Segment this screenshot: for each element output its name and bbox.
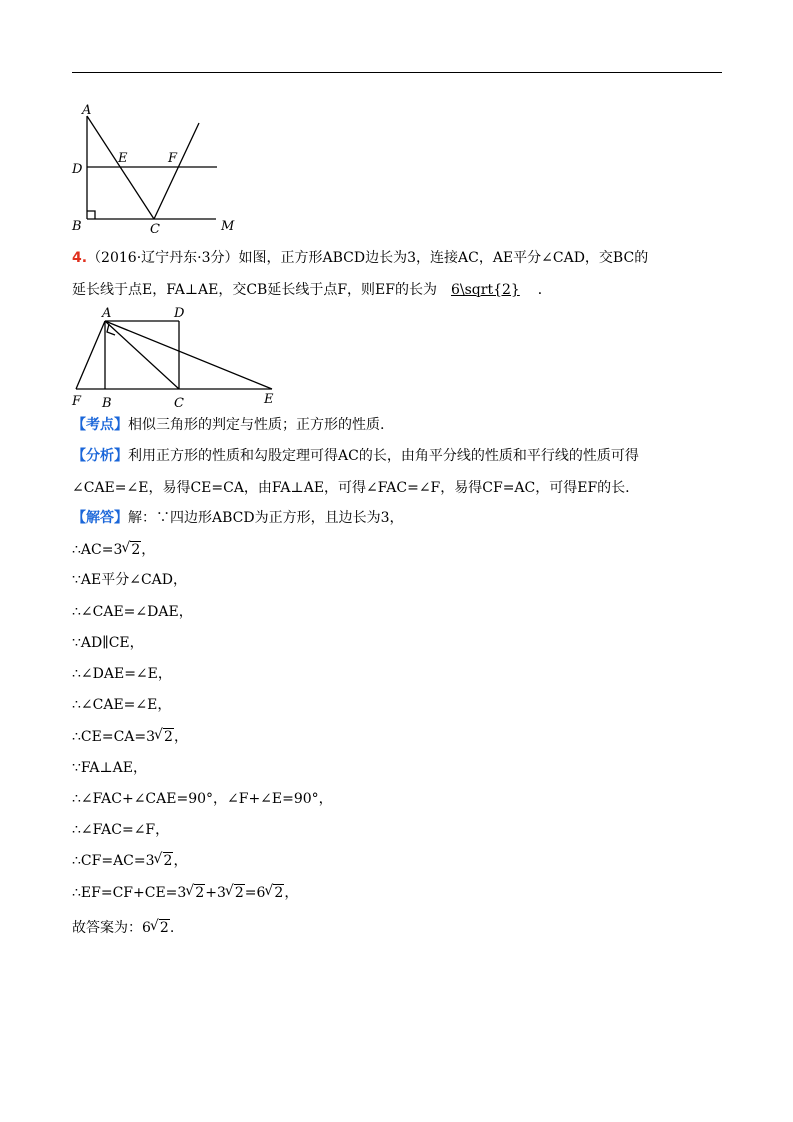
question-number: 4.	[72, 250, 88, 266]
kaodian-text: 相似三角形的判定与性质；正方形的性质.	[128, 417, 385, 433]
fig1-label-b: B	[72, 219, 82, 234]
step-8: ∵FA⊥AE，	[72, 760, 148, 776]
step-3: ∴∠CAE=∠DAE，	[72, 604, 193, 620]
fig2-label-a: A	[102, 306, 112, 321]
step-12	[72, 883, 298, 903]
sqrt-symbol	[151, 918, 170, 938]
fig1-label-m: M	[221, 219, 235, 234]
figure-2	[68, 303, 288, 411]
step-12-end: ，	[284, 885, 299, 901]
step-11-text: ∴CF=AC=3	[72, 853, 155, 869]
step-12-text-b: +3	[205, 885, 226, 901]
jieda-intro: 解：∵四边形ABCD为正方形，且边长为3，	[128, 510, 404, 526]
step-1	[72, 540, 155, 560]
fig1-label-f: F	[168, 151, 178, 166]
fig2-label-e: E	[264, 392, 274, 407]
step-7	[72, 727, 188, 747]
radicand: 2	[131, 542, 141, 558]
sqrt-symbol	[265, 883, 284, 903]
radicand: 2	[163, 853, 173, 869]
figure-1	[68, 100, 248, 235]
radicand: 2	[164, 729, 173, 745]
step-2: ∵AE平分∠CAD，	[72, 572, 188, 588]
fig2-segment-af	[76, 321, 105, 389]
fenxi-text-1: 利用正方形的性质和勾股定理可得AC的长，由角平分线的性质和平行线的性质可得	[128, 448, 639, 464]
fig1-ray-c	[154, 123, 199, 219]
radicand: 2	[159, 920, 169, 936]
header-rule	[72, 72, 722, 73]
fig1-label-c: C	[150, 222, 160, 235]
kaodian-line	[72, 415, 384, 435]
problem-text-1: （2016·辽宁丹东·3分）如图，正方形ABCD边长为3，连接AC，AE平分∠CAD，交BC的	[87, 250, 649, 266]
sqrt-symbol	[226, 883, 245, 903]
answer-blank: 6\sqrt{2}	[450, 282, 520, 298]
problem-text-2: 延长线于点E，FA⊥AE，交CB延长线于点F，则EF的长为	[72, 282, 437, 298]
fig1-right-angle-mark	[87, 211, 95, 219]
sqrt-symbol	[155, 851, 174, 871]
fig1-label-a: A	[82, 103, 92, 118]
problem-line-1	[72, 248, 648, 268]
fig2-label-f: F	[72, 394, 82, 409]
step-12-text-a: ∴EF=CF+CE=3	[72, 885, 187, 901]
step-12-text-c: =6	[244, 885, 266, 901]
step-1-text: ∴AC=3	[72, 542, 123, 558]
radicand: 2	[195, 885, 205, 901]
fenxi-tag: 【分析】	[72, 448, 128, 464]
fig2-segment-ac	[105, 321, 179, 389]
step-11	[72, 851, 187, 871]
radicand: 2	[234, 885, 244, 901]
sqrt-symbol	[155, 727, 174, 747]
fig2-label-d: D	[174, 306, 185, 321]
radicand: 2	[274, 885, 284, 901]
step-4: ∵AD∥CE，	[72, 635, 144, 651]
final-answer-end: .	[169, 920, 175, 936]
sqrt-symbol	[186, 883, 205, 903]
step-6: ∴∠CAE=∠E，	[72, 697, 172, 713]
fenxi-text-2: ∠CAE=∠E，易得CE=CA，由FA⊥AE，可得∠FAC=∠F，易得CF=AC，可得EF的长.	[72, 480, 630, 496]
fig1-label-d: D	[72, 162, 83, 177]
final-answer-text: 故答案为：6	[72, 920, 151, 936]
step-7-end: ，	[173, 729, 188, 745]
step-11-end: ，	[173, 853, 188, 869]
problem-text-2-end: ．	[537, 282, 552, 298]
fenxi-line-2	[72, 478, 630, 498]
step-10: ∴∠FAC=∠F，	[72, 822, 170, 838]
step-1-end: ，	[141, 542, 156, 558]
fenxi-line-1	[72, 446, 639, 466]
fig2-segment-ae	[105, 321, 272, 389]
fig1-label-e: E	[118, 151, 128, 166]
step-5: ∴∠DAE=∠E，	[72, 666, 172, 682]
final-answer	[72, 918, 174, 938]
step-7-text: ∴CE=CA=3	[72, 729, 156, 745]
fig2-label-c: C	[174, 396, 184, 411]
jieda-line	[72, 508, 404, 528]
sqrt-symbol	[122, 540, 141, 560]
problem-line-2	[72, 280, 552, 300]
step-9: ∴∠FAC+∠CAE=90°，∠F+∠E=90°，	[72, 791, 333, 807]
fig2-label-b: B	[102, 396, 112, 411]
jieda-tag: 【解答】	[72, 510, 128, 526]
kaodian-tag: 【考点】	[72, 417, 128, 433]
